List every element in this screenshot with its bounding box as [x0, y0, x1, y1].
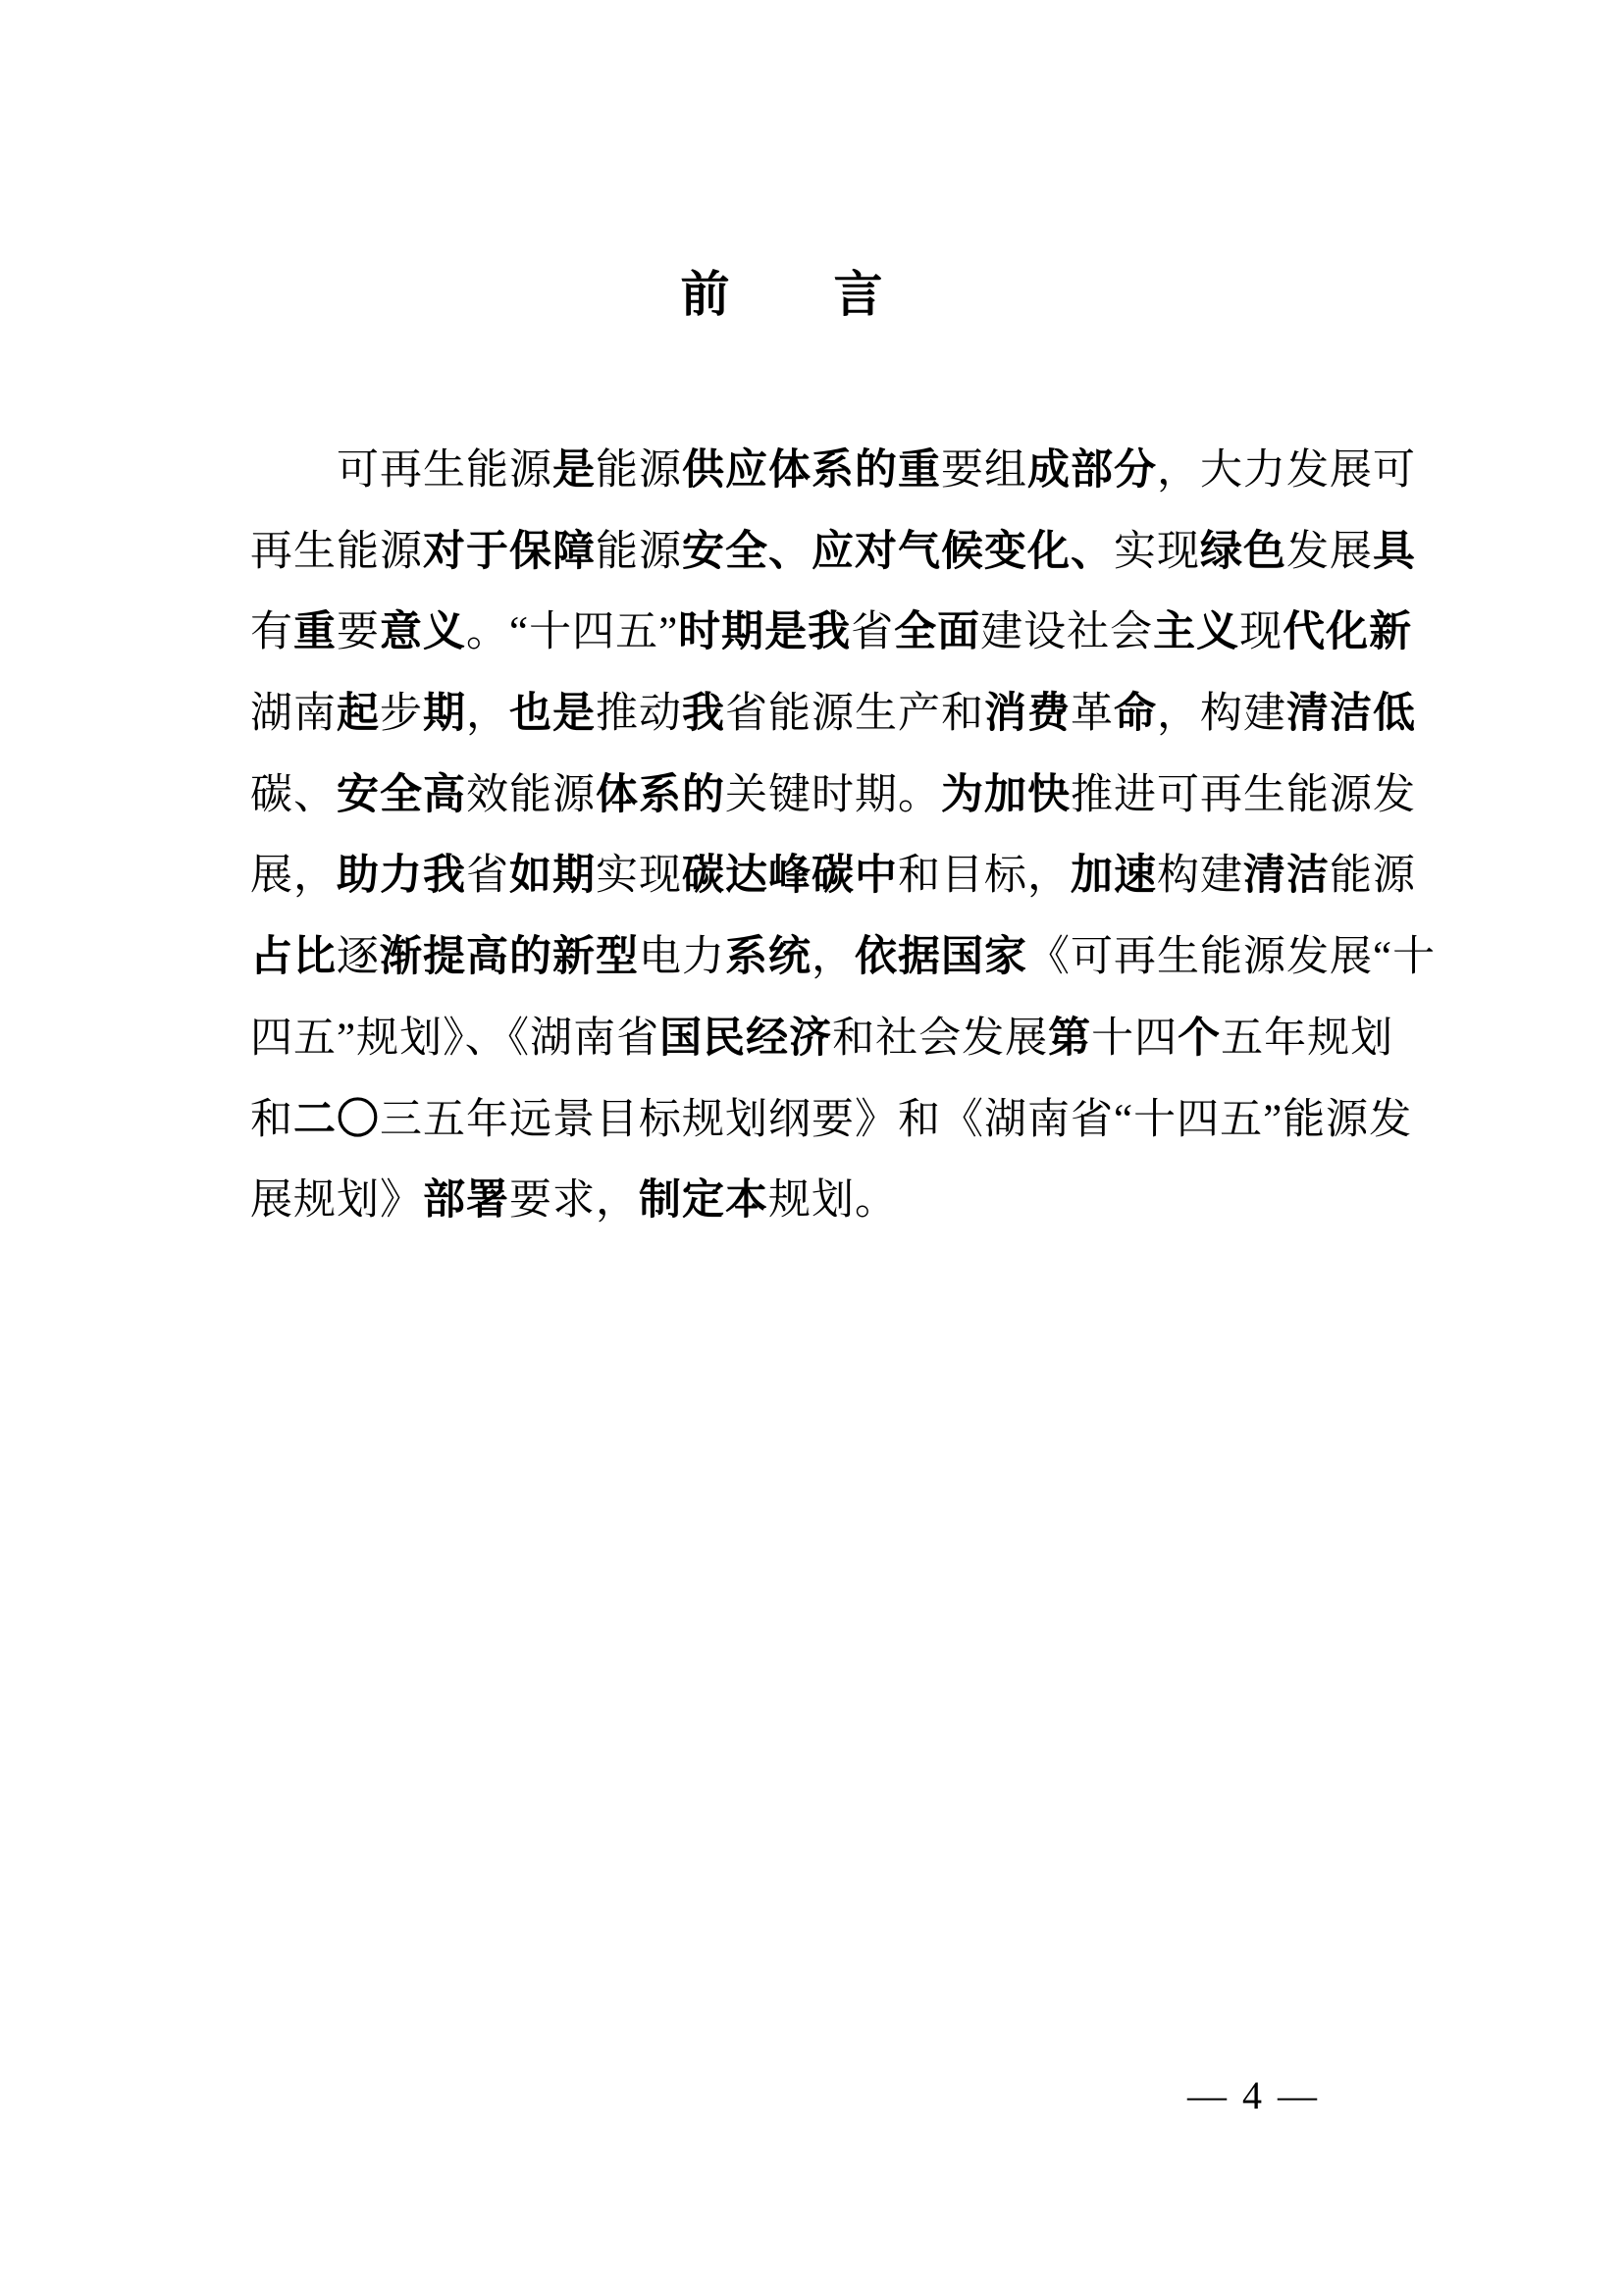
text-segment: ，构建	[1157, 691, 1286, 738]
text-segment: 规划。	[768, 1177, 898, 1225]
bold-text-segment: 渐提高的新型	[380, 933, 639, 981]
bold-text-segment: 体系的	[596, 770, 725, 818]
bold-text-segment: 供应体系的重	[682, 446, 941, 494]
text-line	[250, 430, 1418, 511]
bold-text-segment: 加速	[1071, 852, 1157, 900]
bold-text-segment: 成部分	[1027, 446, 1157, 494]
bold-text-segment: 对于保障	[423, 527, 596, 575]
text-segment: 省	[466, 853, 509, 900]
bold-text-segment: 我	[682, 690, 725, 738]
bold-text-segment: 也是	[509, 690, 596, 738]
text-segment: 湖南	[250, 691, 337, 738]
bold-text-segment: 安全高	[337, 770, 466, 818]
page-number: — 4 —	[1187, 2073, 1320, 2117]
text-segment: 和社会发展	[832, 1015, 1049, 1062]
bold-text-segment: 时期是我	[678, 608, 852, 656]
text-segment: 碳、	[250, 771, 337, 818]
text-segment: 构建	[1157, 853, 1243, 900]
text-segment: 能源	[596, 528, 682, 575]
text-line	[250, 835, 1418, 916]
text-segment: 要	[337, 609, 380, 656]
text-segment: 。“十四五”	[466, 609, 679, 656]
text-line	[250, 673, 1418, 755]
text-segment: 《可再生能源发展“十	[1027, 934, 1437, 981]
bold-text-segment: 清洁低	[1286, 690, 1416, 738]
text-segment: ，大力发展可	[1157, 447, 1416, 494]
bold-text-segment: 是	[552, 446, 596, 494]
bold-text-segment: 意义	[380, 608, 466, 656]
bold-text-segment: 国民经济	[659, 1014, 833, 1062]
bold-text-segment: 消费	[984, 690, 1071, 738]
text-segment: 实现	[596, 853, 682, 900]
bold-text-segment: 为加快	[941, 770, 1071, 818]
text-segment: 推动	[596, 691, 682, 738]
text-segment: 五年规划	[1221, 1015, 1394, 1062]
bold-text-segment: 代化新	[1283, 608, 1413, 656]
text-line	[250, 998, 1418, 1079]
text-segment: 发展	[1286, 528, 1373, 575]
text-segment: 步	[380, 691, 423, 738]
bold-text-segment: 绿色	[1200, 527, 1286, 575]
text-segment: 关键时期。	[725, 771, 941, 818]
text-segment: 要组	[941, 447, 1027, 494]
text-line	[250, 1079, 1418, 1161]
bold-text-segment: 制定本	[639, 1176, 768, 1225]
text-segment: 实现	[1114, 528, 1200, 575]
text-line	[250, 755, 1418, 836]
bold-text-segment: 第	[1048, 1014, 1092, 1062]
bold-text-segment: 安全、应对气候变化、	[682, 527, 1114, 575]
text-segment: 展规划》	[250, 1177, 423, 1225]
text-line	[250, 1160, 1418, 1241]
text-segment: 建设社会	[980, 609, 1154, 656]
text-segment: 和目标，	[898, 853, 1071, 900]
preface-paragraph	[250, 430, 1437, 1241]
text-segment: 三五年远景目标规划纲要》和《湖南省“十四五”能源发	[380, 1096, 1413, 1143]
text-segment: 四五”规划》、《湖南省	[250, 1015, 660, 1062]
text-segment: 革	[1071, 691, 1114, 738]
bold-text-segment: 助力我	[337, 852, 466, 900]
bold-text-segment: 占比	[250, 933, 337, 981]
text-segment: 再生能源	[250, 528, 423, 575]
bold-text-segment: 依据国家	[855, 933, 1027, 981]
text-segment: 逐	[337, 934, 380, 981]
bold-text-segment: 主义	[1153, 608, 1240, 656]
text-segment: 效能源	[466, 771, 596, 818]
page-title: 前 言	[680, 267, 885, 322]
text-line	[250, 592, 1418, 673]
text-segment: 推进可再生能源发	[1071, 771, 1416, 818]
text-segment: 省能源生产和	[725, 691, 984, 738]
text-segment: 十四	[1091, 1015, 1179, 1062]
bold-text-segment: 如期	[509, 852, 596, 900]
text-segment: 现	[1239, 609, 1283, 656]
bold-text-segment: 具	[1373, 527, 1416, 575]
text-segment: 能源	[1330, 853, 1416, 900]
text-segment: ，	[466, 691, 509, 738]
text-segment: 展，	[250, 853, 337, 900]
text-segment: 有	[250, 609, 293, 656]
text-segment: 电力	[639, 934, 725, 981]
bold-text-segment: 二〇	[293, 1095, 380, 1143]
bold-text-segment: 起	[337, 690, 380, 738]
text-segment: 要求，	[509, 1177, 639, 1225]
bold-text-segment: 个	[1178, 1014, 1222, 1062]
text-segment: 可再生能源	[337, 447, 552, 494]
bold-text-segment: 重	[293, 608, 337, 656]
text-line	[250, 916, 1437, 998]
text-segment: ，	[812, 934, 855, 981]
bold-text-segment: 全面	[894, 608, 981, 656]
text-segment: 省	[851, 609, 895, 656]
text-segment: 能源	[596, 447, 682, 494]
bold-text-segment: 系统	[725, 933, 812, 981]
text-segment: 和	[250, 1096, 293, 1143]
bold-text-segment: 命	[1114, 690, 1157, 738]
bold-text-segment: 期	[423, 690, 466, 738]
bold-text-segment: 清洁	[1243, 852, 1330, 900]
bold-text-segment: 碳达峰碳中	[682, 852, 898, 900]
text-line	[250, 511, 1418, 593]
bold-text-segment: 部署	[423, 1176, 509, 1225]
